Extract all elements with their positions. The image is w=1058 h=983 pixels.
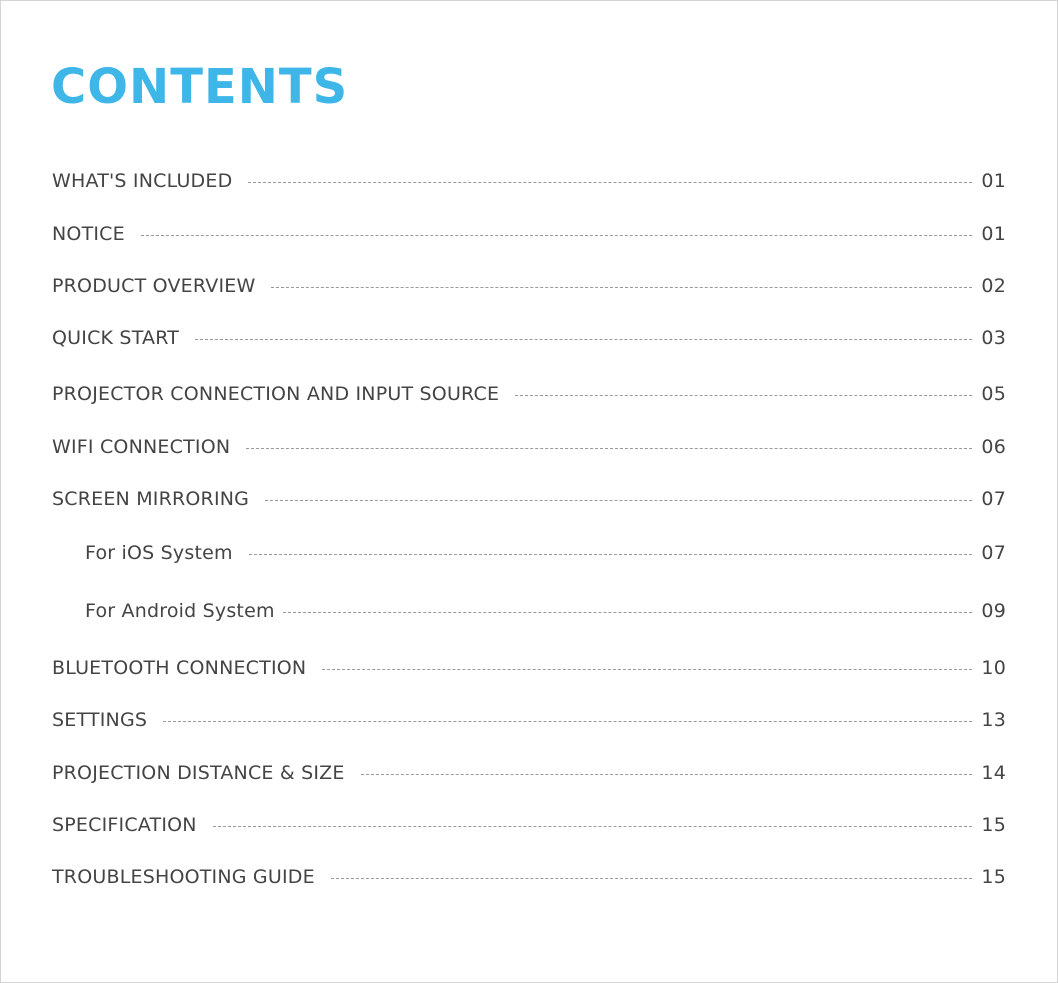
- toc-entry-page-number: 05: [981, 383, 1006, 405]
- toc-dotted-leader: [249, 554, 973, 555]
- toc-dotted-leader: [246, 448, 972, 449]
- toc-subentry-ios-system: [85, 539, 1006, 567]
- toc-dotted-leader: [248, 182, 972, 183]
- toc-entry-troubleshooting-guide: [52, 863, 1006, 891]
- toc-entry-label: For iOS System: [85, 542, 233, 564]
- toc-entry-label: TROUBLESHOOTING GUIDE: [52, 866, 315, 888]
- toc-entry-page-number: 06: [981, 436, 1006, 458]
- toc-entry-page-number: 02: [981, 275, 1006, 297]
- toc-entry-label: PROJECTOR CONNECTION AND INPUT SOURCE: [52, 383, 500, 405]
- toc-entry-screen-mirroring: [52, 485, 1006, 513]
- toc-dotted-leader: [265, 500, 972, 501]
- toc-entry-label: For Android System: [85, 600, 275, 622]
- toc-entry-page-number: 15: [981, 866, 1006, 888]
- toc-entry-quick-start: [52, 324, 1006, 352]
- toc-entry-label: BLUETOOTH CONNECTION: [52, 657, 307, 679]
- contents-title: CONTENTS: [51, 59, 349, 115]
- toc-entry-label: WHAT'S INCLUDED: [52, 170, 233, 192]
- toc-dotted-leader: [141, 235, 973, 236]
- toc-dotted-leader: [331, 878, 973, 879]
- toc-dotted-leader: [195, 339, 972, 340]
- toc-entry-page-number: 07: [981, 542, 1006, 564]
- toc-entry-projector-connection: [52, 380, 1006, 408]
- toc-dotted-leader: [515, 395, 972, 396]
- toc-entry-specification: [52, 811, 1006, 839]
- toc-dotted-leader: [271, 287, 972, 288]
- toc-entry-page-number: 10: [981, 657, 1006, 679]
- toc-entry-projection-distance: [52, 759, 1006, 787]
- toc-dotted-leader: [322, 669, 972, 670]
- toc-entry-page-number: 03: [981, 327, 1006, 349]
- toc-subentry-android-system: [85, 597, 1006, 625]
- toc-dotted-leader: [283, 612, 973, 613]
- toc-entry-page-number: 09: [981, 600, 1006, 622]
- toc-entry-label: SETTINGS: [52, 709, 148, 731]
- toc-entry-product-overview: [52, 272, 1006, 300]
- toc-entry-settings: [52, 706, 1006, 734]
- toc-entry-label: SPECIFICATION: [52, 814, 197, 836]
- toc-entry-page-number: 14: [981, 762, 1006, 784]
- toc-entry-label: PRODUCT OVERVIEW: [52, 275, 256, 297]
- toc-entry-notice: [52, 220, 1006, 248]
- table-of-contents: [1, 1, 1057, 982]
- toc-entry-label: NOTICE: [52, 223, 125, 245]
- toc-dotted-leader: [213, 826, 973, 827]
- toc-entry-label: SCREEN MIRRORING: [52, 488, 250, 510]
- toc-entry-page-number: 01: [981, 223, 1006, 245]
- toc-entry-whats-included: [52, 167, 1006, 195]
- toc-dotted-leader: [163, 721, 972, 722]
- toc-entry-page-number: 07: [981, 488, 1006, 510]
- toc-entry-label: WIFI CONNECTION: [52, 436, 231, 458]
- toc-dotted-leader: [361, 774, 973, 775]
- toc-entry-label: QUICK START: [52, 327, 180, 349]
- toc-entry-bluetooth-connection: [52, 654, 1006, 682]
- toc-entry-page-number: 13: [981, 709, 1006, 731]
- toc-entry-page-number: 15: [981, 814, 1006, 836]
- toc-entry-label: PROJECTION DISTANCE & SIZE: [52, 762, 345, 784]
- toc-entry-page-number: 01: [981, 170, 1006, 192]
- toc-entry-wifi-connection: [52, 433, 1006, 461]
